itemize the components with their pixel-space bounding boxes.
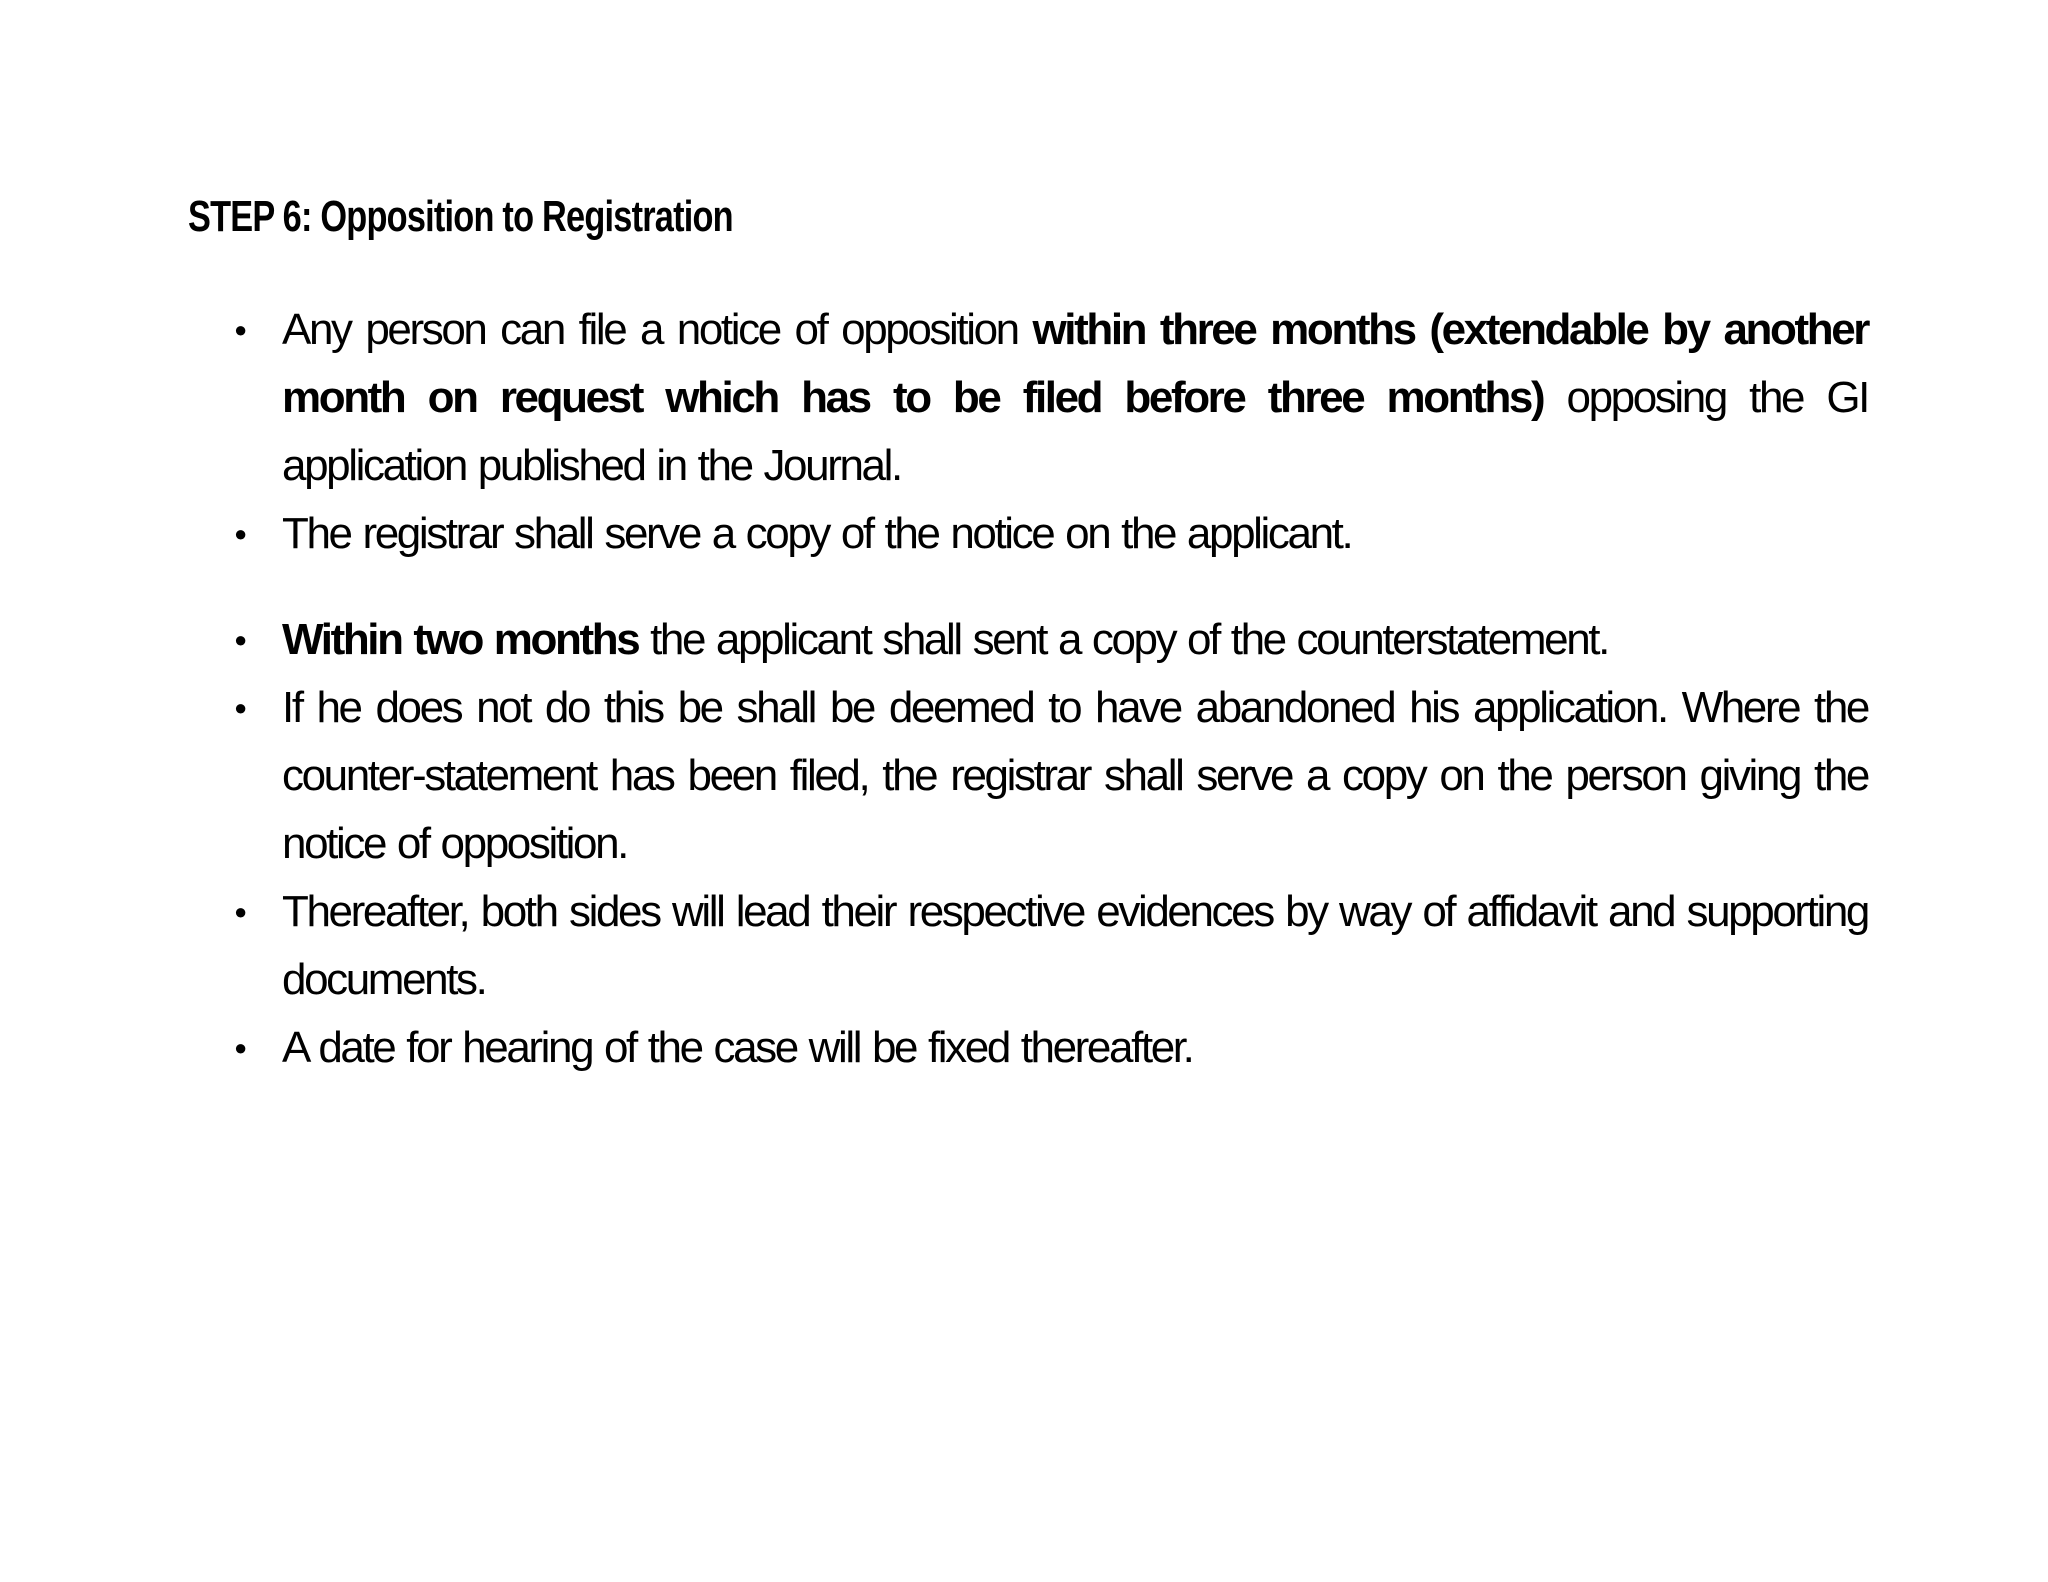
bullet-text-pre: If he does not do this be shall be deemed to have abandoned his application. Where the counter-statement has been filed, the registrar shall serve a copy on the person giving the notice of opposition.	[282, 683, 1868, 868]
bullet-text-pre: Thereafter, both sides will lead their respective evidences by way of affidavit and supporting documents.	[282, 887, 1868, 1004]
bullet-text-pre: Any person can file a notice of opposition	[282, 305, 1033, 354]
bullet-text	[282, 1014, 1868, 1082]
bullet-text-post: opposing the GI application published in the Journal.	[282, 373, 1868, 490]
bullet-text-pre: The registrar shall serve a copy of the notice on the applicant.	[282, 509, 1352, 558]
bullet-item	[234, 878, 1868, 1014]
bullet-dot-icon: ●	[234, 695, 248, 720]
bullet-text	[282, 606, 1868, 674]
bullet-text-bold: Within two months	[282, 615, 639, 664]
bullet-text	[282, 674, 1868, 878]
bullet-list	[234, 296, 1868, 1082]
bullet-item	[234, 296, 1868, 500]
bullet-dot-icon: ●	[234, 627, 248, 652]
bullet-dot-icon: ●	[234, 317, 248, 342]
bullet-item	[234, 674, 1868, 878]
bullet-text	[282, 296, 1868, 500]
bullet-item	[234, 606, 1868, 674]
bullet-dot-icon: ●	[234, 899, 248, 924]
page-heading: STEP 6: Opposition to Registration	[188, 192, 733, 241]
bullet-text-pre: A date for hearing of the case will be fixed thereafter.	[282, 1023, 1193, 1072]
bullet-item	[234, 500, 1868, 568]
bullet-text-post: the applicant shall sent a copy of the counterstatement.	[638, 615, 1608, 664]
bullet-dot-icon: ●	[234, 1035, 248, 1060]
bullet-item	[234, 1014, 1868, 1082]
bullet-text-bold: within three months (extendable by another month on request which has to be filed before three months)	[282, 305, 1868, 422]
bullet-text	[282, 878, 1868, 1014]
bullet-dot-icon: ●	[234, 521, 248, 546]
bullet-text	[282, 500, 1868, 568]
